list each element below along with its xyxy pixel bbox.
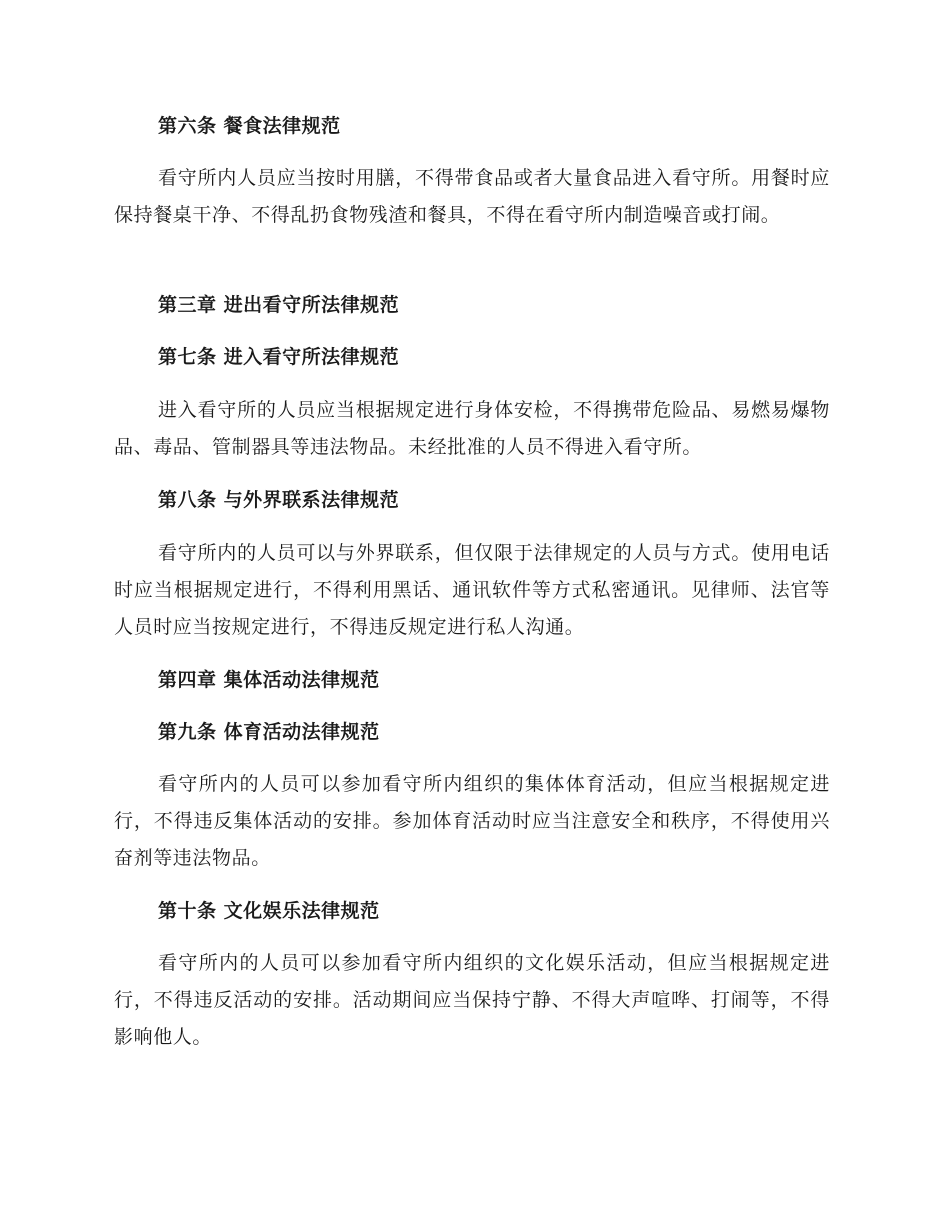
article-6-heading: 第六条 餐食法律规范 <box>158 115 341 137</box>
article-7-heading: 第七条 进入看守所法律规范 <box>158 346 400 368</box>
article-9-heading: 第九条 体育活动法律规范 <box>158 721 380 743</box>
article-6-paragraph: 看守所内人员应当按时用膳，不得带食品或者大量食品进入看守所。用餐时应保持餐桌干净、不得乱扔食物残渣和餐具，不得在看守所内制造噪音或打闹。 <box>114 167 830 226</box>
article-10-paragraph: 看守所内的人员可以参加看守所内组织的文化娱乐活动，但应当根据规定进行，不得违反活动的安排。活动期间应当保持宁静、不得大声喧哗、打闹等，不得影响他人。 <box>114 952 830 1048</box>
article-8-heading: 第八条 与外界联系法律规范 <box>158 489 400 511</box>
article-8-paragraph: 看守所内的人员可以与外界联系，但仅限于法律规定的人员与方式。使用电话时应当根据规定进行，不得利用黑话、通讯软件等方式私密通讯。见律师、法官等人员时应当按规定进行，不得违反规定进行私人沟通。 <box>114 542 830 638</box>
article-7-paragraph: 进入看守所的人员应当根据规定进行身体安检，不得携带危险品、易燃易爆物品、毒品、管制器具等违法物品。未经批准的人员不得进入看守所。 <box>114 399 830 458</box>
chapter-4-heading: 第四章 集体活动法律规范 <box>158 669 380 691</box>
article-9-paragraph: 看守所内的人员可以参加看守所内组织的集体体育活动，但应当根据规定进行，不得违反集体活动的安排。参加体育活动时应当注意安全和秩序，不得使用兴奋剂等违法物品。 <box>114 773 830 869</box>
chapter-3-heading: 第三章 进出看守所法律规范 <box>158 294 400 316</box>
article-10-heading: 第十条 文化娱乐法律规范 <box>158 900 380 922</box>
